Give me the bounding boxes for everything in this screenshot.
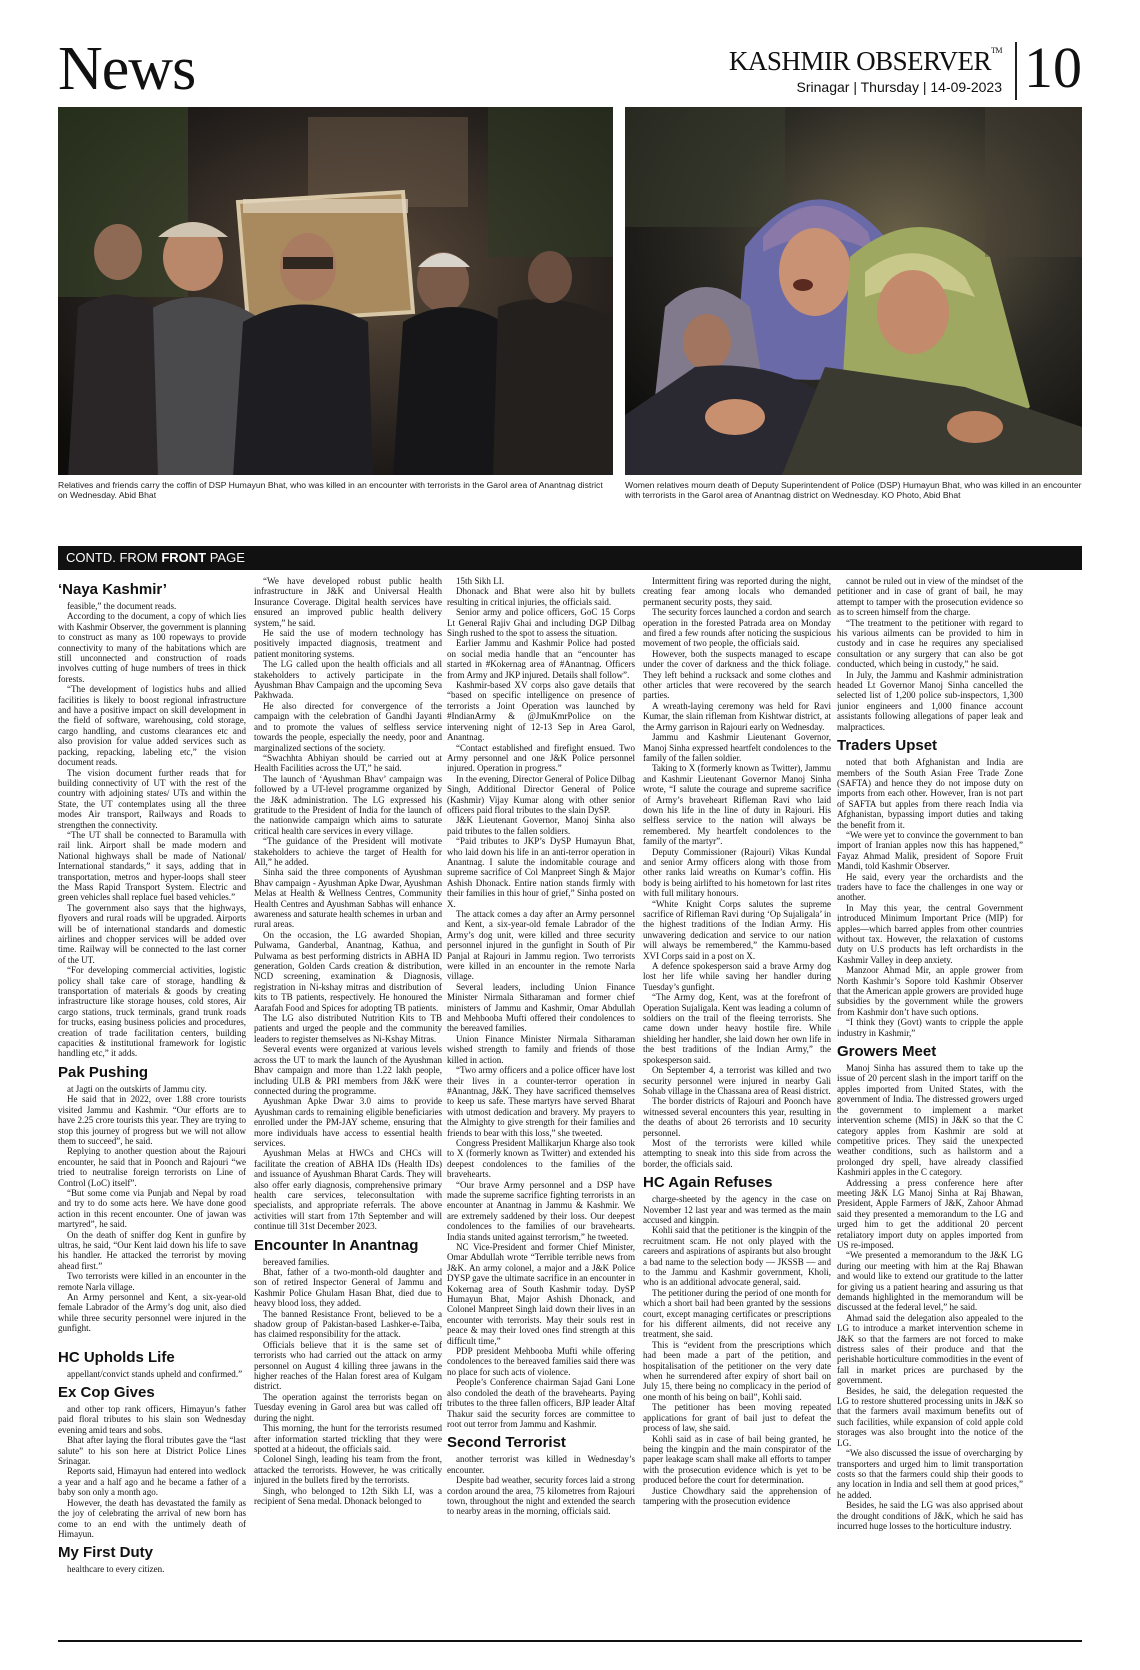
paragraph: Several leaders, including Union Finance Minister Nirmala Sitharaman and former chief ministers of Jammu and Kashmir, Omar Abdullah and Mehbooba Mufti offered their condolences to the bereaved families. — [447, 981, 635, 1034]
paragraph: This morning, the hunt for the terrorists resumed after information started trickling that they were spotted at a hideout, the officials said. — [254, 1423, 442, 1454]
paragraph: “The development of logistics hubs and allied facilities is likely to boost regional infrastructure and have a positive impact on skill development in the field of software, warehousing, cold storage, cargo handling, and customs clearances etc and also provision for value added services such as packing, repacking, labeling etc,” the vision document reads. — [58, 684, 246, 768]
paragraph: feasible,” the document reads. — [67, 601, 177, 611]
story-headline: Second Terrorist — [447, 1434, 566, 1452]
paragraph: Taking to X (formerly known as Twitter), Jammu and Kashmir Lieutenant Governor Manoj Sinha wrote, “I salute the courage and supreme sacrifice of Army’s braveheart Rifleman Ravi who laid down his life in the line of duty in Rajouri. His selfless service to the nation will always be remembered. My heartfelt condolences to the family of the martyr”. — [643, 763, 831, 847]
paragraph: J&K Lieutenant Governor, Manoj Sinha also paid tributes to the fallen soldiers. — [447, 815, 635, 836]
paragraph: “White Knight Corps salutes the supreme sacrifice of Rifleman Ravi during ‘Op Sujaligala’ in the highest traditions of the Indian Army. His unwavering dedication and service to our nation will always be remembered,” the Kammu-based XVI Corps said in a post on X. — [643, 898, 831, 961]
paragraph: Manoj Sinha has assured them to take up the issue of 20 percent slash in the import tariff on the apples imported from United States, with the government of India. The distressed growers urged the government to implement a market intervention scheme (MIS) in J&K so that the C category apples from Kashmir are sold at competitive prices. They said the unexpected weather conditions, such as hailstorm and a prolonged dry spell, have already classified Kashmiri apples in the C category. — [837, 1063, 1023, 1178]
contd-banner-bold: FRONT — [161, 550, 207, 565]
paragraph: “Our brave Army personnel and a DSP have made the supreme sacrifice fighting terrorists in an encounter at Anantnag in Jammu & Kashmir. We are extremely saddened by their loss. Our deepest condolences to the families of our bravehearts. India stands united against terrorism,” he tweeted. — [447, 1179, 635, 1242]
paragraph: Several events were organized at various levels across the UT to mark the launch of the Ayushman Bhav campaign and more than 1.22 lakh people, including ULB & PRI members from J&K were connected during the programme. — [254, 1044, 442, 1096]
paragraph: The LG also distributed Nutrition Kits to TB patients and urged the people and the community leaders to register themselves as Ni-Kshay Mitras. — [254, 1013, 442, 1044]
paragraph: “Paid tributes to JKP’s DySP Humayun Bhat, who laid down his life in an anti-terror operation in Anantnag. I salute the indomitable courage and supreme sacrifice of Col Manpreet Singh & Major Ashish Dhonack. Entire nation stands firmly with their families in this hour of grief,” Sinha posted on X. — [447, 836, 635, 909]
paragraph: “We also discussed the issue of overcharging by transporters and urged him to limit transportation costs so that the farmers could ship their goods to any location in India and sell them at good prices,” he added. — [837, 1448, 1023, 1500]
photo-caption-left: Relatives and friends carry the coffin of DSP Humayun Bhat, who was killed in an encounter with terrorists in the Garol area of Anantnag district on Wednesday. Abid Bhat — [58, 480, 603, 500]
paragraph: Senior army and police officers, GoC 15 Corps Lt General Rajiv Ghai and including DGP Dilbag Singh rushed to the spot to assess the situation. — [447, 607, 635, 639]
paragraph: Manzoor Ahmad Mir, an apple grower from North Kashmir’s Sopore told Kashmir Observer that the American apple growers are provided huge subsidies by the government while the growers from Kashmir don’t have such options. — [837, 965, 1023, 1017]
paragraph: noted that both Afghanistan and India are members of the South Asian Free Trade Zone (SAFTA) and hence they do not impose duty on imports from each other. However, Iran is not part of SAFTA but apples from there reach India via Afghanistan, bypassing import duties and taking the benefit from it. — [837, 757, 1023, 830]
paragraph: He also directed for convergence of the campaign with the celebration of Gandhi Jayanti and to promote the values of selfless service towards the people, especially the needy, poor and marginalized sections of the society. — [254, 700, 442, 753]
article-column-4 — [643, 576, 831, 1636]
coffin-procession-image — [58, 107, 613, 475]
story-headline: Pak Pushing — [58, 1063, 149, 1081]
paragraph: Union Finance Minister Nirmala Sitharaman wished strength to family and friends of those killed in action. — [447, 1033, 635, 1065]
story-headline: HC Again Refuses — [643, 1174, 773, 1192]
paragraph: A defence spokesperson said a brave Army dog lost her life while saving her handler during Tuesday’s gunfight. — [643, 961, 831, 992]
paragraph: Replying to another question about the Rajouri encounter, he said that in Poonch and Rajouri “we tried to neutralise foreign terrorists on Line of Control (LoC) itself”. — [58, 1146, 246, 1188]
paragraph: Bhat after laying the floral tributes gave the “last salute” to his son here at District Police Lines Srinagar. — [58, 1435, 246, 1467]
story-headline: Ex Cop Gives — [58, 1384, 155, 1402]
paragraph: People’s Conference chairman Sajad Gani Lone also condoled the death of the bravehearts. Paying tributes to the three fallen officers, BJP leader Altaf Thakur said the security forces are committee to root out terror from Jammu and Kashmir. — [447, 1377, 635, 1429]
paragraph: “Swachhta Abhiyan should be carried out at Health Facilities across the UT,” he said. — [254, 752, 442, 774]
paragraph: 15th Sikh LI. — [456, 576, 504, 586]
paragraph: Addressing a press conference here after meeting J&K LG Manoj Sinha at Raj Bhawan, President, Apple Farmers of J&K, Zahoor Ahmad said they presented a memorandum to the LG and urged him to get the additional 20 percent retaliatory import duty on apples imported from US re-imposed. — [837, 1177, 1023, 1250]
paragraph: The attack comes a day after an Army personnel and Kent, a six-year-old female Labrador of the Army’s dog unit, were killed and three security personnel injured in the gunfight in South of Pir Panjal at Rajouri in Jammu region. Two terrorists were killed in an encounter in the remote Narla village. — [447, 909, 635, 982]
paragraph: The operation against the terrorists began on Tuesday evening in Garol area but was called off during the night. — [254, 1391, 442, 1423]
paragraph: However, both the suspects managed to escape under the cover of darkness and the thick foliage. They left behind a rucksack and some clothes and other articles that were recovered by the search parties. — [643, 648, 831, 701]
paragraph: The LG called upon the health officials and all stakeholders to actively participate in the Ayushman Bhav Campaign and the upcoming Seva Pakhwada. — [254, 659, 442, 701]
paragraph: appellant/convict stands upheld and confirmed.” — [67, 1368, 243, 1379]
paragraph: “I think they (Govt) wants to cripple the apple industry in Kashmir,” — [837, 1017, 1023, 1038]
paragraph: PDP president Mehbooba Mufti while offering condolences to the bereaved families said there was no place for such acts of violence. — [447, 1346, 635, 1377]
paragraph: Ayushman Melas at HWCs and CHCs will facilitate the creation of ABHA IDs (Health IDs) and issuance of Ayushman Bharat Cards. They will also offer early diagnosis, comprehensive primary health care services, teleconsultation with specialists, and appropriate referrals. The above activities will start from 17th September and will continue till 31st December 2023. — [254, 1148, 442, 1232]
edition-meta: Srinagar | Thursday | 14-09-2023 — [796, 79, 1002, 95]
paragraph: The security forces launched a cordon and search operation in the forested Patrada area on Monday and fired a few rounds after noticing the suspicious movement of two people, the officials said. — [643, 607, 831, 649]
paragraph: He said the use of modern technology has positively impacted diagnosis, treatment and patient monitoring systems. — [254, 628, 442, 659]
paragraph: “The UT shall be connected to Baramulla with rail link. Airport shall be made modern and National highways shall be made of National/ International standards,” it says, adding that in transportation, metros and hyper-loops shall steer the Mass Rapid Transport System. Electric and green vehicles shall replace fuel based vehicles.” — [58, 829, 246, 903]
paragraph: In July, the Jammu and Kashmir administration headed Lt Governor Manoj Sinha cancelled the selected list of 1,200 police sub-inspectors, 1,300 junior engineers and 1,000 finance account assistants following allegations of paper leak and malpractices. — [837, 669, 1023, 732]
paragraph: “But some come via Punjab and Nepal by road and try to do some acts here. We have done good action in this recent encounter. One of jawan was martyred”, he said. — [58, 1187, 246, 1230]
paragraph: at Jagti on the outskirts of Jammu city. — [67, 1083, 207, 1094]
paragraph: The vision document further reads that for building connectivity of UT with the rest of the country with adjoining states/ UTs and within the State, the UT contemplates using all the three modes Air transport, Railways and Roads to strengthen the connectivity. — [58, 767, 246, 830]
paragraph: Congress President Mallikarjun Kharge also took to X (formerly known as Twitter) and extended his deepest condolences to the families of the bravehearts. — [447, 1137, 635, 1180]
header-divider — [1015, 42, 1017, 100]
paragraph: Deputy Commissioner (Rajouri) Vikas Kundal and senior Army officers along with those from other ranks laid wreaths on Kumar’s coffin. His body is being airlifted to his hometown for last rites with full military honours. — [643, 846, 831, 899]
paragraph: Two terrorists were killed in an encounter in the remote Narla village. — [58, 1271, 246, 1292]
paragraph: “Two army officers and a police officer have lost their lives in a counter-terror operation in #Anantnag, J&K. They have sacrificed themselves to keep us safe. These martyrs have served Bharat with utmost dedication and bravery. My prayers to the Almighty to give strength for their families and friends to bear with this loss,” she tweeted. — [447, 1065, 635, 1138]
paragraph: The petitioner during the period of one month for which a short bail had been granted by the sessions court, except managing certificates or prescriptions for his different ailments, did not receive any treatment, she said. — [643, 1287, 831, 1340]
page-number: 10 — [1024, 35, 1082, 100]
page-header — [58, 35, 1082, 104]
story-headline: Growers Meet — [837, 1043, 937, 1061]
paragraph: A wreath-laying ceremony was held for Ravi Kumar, the slain rifleman from Kishtwar district, at the Army garrison in Rajouri early on Wednesday. — [643, 700, 831, 732]
paragraph: Officials believe that it is the same set of terrorists who had carried out the attack on army personnel on August 4 killing three jawans in the higher reaches of the Halan forest area of Kulgam district. — [254, 1339, 442, 1392]
paragraph: Singh, who belonged to 12th Sikh LI, was a recipient of Sena medal. Dhonack belonged to — [254, 1485, 442, 1506]
paragraph: and other top rank officers, Himayun’s father paid floral tributes to his slain son Wednesday evening amid tears and sobs. — [58, 1404, 246, 1435]
paragraph: In May this year, the central Government introduced Minimum Important Price (MIP) for apples—which barred apples from other countries without tax. However, the relaxation of customs duty on U.S products has left orchardists in the Kashmir Valley in deep anxiety. — [837, 902, 1023, 965]
paragraph: “Contact established and firefight ensued. Two Army personnel and one J&K Police personnel injured. Operation in progress.” — [447, 742, 635, 774]
contd-banner — [58, 546, 1082, 570]
masthead — [729, 46, 1002, 77]
paragraph: Kohli said as in case of bail being granted, he being the kingpin and the main conspirator of the paper leakage scam shall make all efforts to tamper with the prosecution evidence which is yet to be produced before the court for determination. — [643, 1433, 831, 1486]
paragraph: “We presented a memorandum to the J&K LG during our meeting with him at the Raj Bhawan and would like to extend our gratitude to the latter for giving us a patient hearing and assuring us that demands highlighted in the memorandum will be discussed at the federal level,” he said. — [837, 1250, 1023, 1313]
paragraph: Most of the terrorists were killed while attempting to sneak into this side from across the border, the officials said. — [643, 1137, 831, 1169]
story-headline: Encounter In Anantnag — [254, 1236, 419, 1254]
paragraph: An Army personnel and Kent, a six-year-old female Labrador of the Army’s dog unit, also died while three security personnel were injured in the gunfight. — [58, 1292, 246, 1334]
paragraph: Reports said, Himayun had entered into wedlock a year and a half ago and he became a father of a baby son only a month ago. — [58, 1466, 246, 1498]
paragraph: bereaved families. — [263, 1256, 330, 1267]
paragraph: This is “evident from the prescriptions which had been made a part of the petition, and hospitalisation of the petitioner on the very date when he surrendered after expiry of short bail on July 15, there being no complicacy in the period of one month of his being on bail”, Kohli said. — [643, 1339, 831, 1402]
paragraph: Besides, he said the LG was also apprised about the drought conditions of J&K, which he said has incurred huge losses to the horticulture industry. — [837, 1500, 1023, 1531]
section-title: News — [58, 35, 196, 103]
paragraph: Despite bad weather, security forces laid a strong cordon around the area, 75 kilometres from Rajouri town, throughout the night and extended the search to nearby areas in the morning, officials said. — [447, 1475, 635, 1517]
paragraph: Besides, he said, the delegation requested the LG to restore shuttered processing units in J&K so that the farmers avail maximum benefits out of such facilities, while expansion of cold apple cold storages was also brought into the notice of the LG. — [837, 1385, 1023, 1448]
article-column-1 — [58, 576, 246, 1636]
paragraph: The border districts of Rajouri and Poonch have witnessed several encounters this year, resulting in the deaths of about 26 terrorists and 10 security personnel. — [643, 1096, 831, 1138]
paragraph: Bhat, father of a two-month-old daughter and son of retired Inspector General of Jammu and Kashmir Police Ghulam Hasan Bhat, died due to heavy blood loss, they added. — [254, 1267, 442, 1309]
paragraph: The government also says that the highways, flyovers and rural roads will be upgraded. Airports will be of international standards and domestic airlines and chopper services will be added over time. Railway will be connected to the last corner of the UT. — [58, 902, 246, 965]
paragraph: The banned Resistance Front, believed to be a shadow group of Pakistan-based Lashker-e-Taiba, has claimed responsibility for the attack. — [254, 1308, 442, 1340]
article-column-5 — [837, 576, 1023, 1636]
paragraph: In the evening, Director General of Police Dilbag Singh, Additional Director General of Police (Kashmir) Vijay Kumar along with other senior officers paid floral tributes to the slain DySP. — [447, 773, 635, 815]
story-headline: My First Duty — [58, 1544, 154, 1562]
contd-banner-prefix: CONTD. FROM — [66, 550, 162, 565]
paragraph: Intermittent firing was reported during the night, creating fear among locals who demanded permanent security posts, they said. — [643, 576, 831, 607]
paragraph: NC Vice-President and former Chief Minister, Omar Abdullah wrote “Terrible terrible news from J&K. An army colonel, a major and a J&K Police DYSP gave the ultimate sacrifice in an encounter in Kokernag area of South Kashmir today. DySP Humayun Bhat, Major Ashish Dhonack, and Colonel Manpreet Singh laid down their lives in an encounter with terrorists. May their souls rest in peace & may their loved ones find strength at this difficult time,” — [447, 1242, 635, 1346]
women-mourning-image — [625, 107, 1082, 475]
paragraph: Sinha said the three components of Ayushman Bhav campaign - Ayushman Apke Dwar, Ayushman Melas at Health & Wellness Centres, Community Health Centres and Ayushman Sabhas will enhance awareness and saturate health schemes in urban and rural areas. — [254, 867, 442, 930]
paragraph: Colonel Singh, leading his team from the front, attacked the terrorists. However, he was critically injured in the bullets fired by the terrorists. — [254, 1454, 442, 1486]
photo-caption-right: Women relatives mourn death of Deputy Superintendent of Police (DSP) Humayun Bhat, who was killed in an encounter with terrorists in the Garol area of Anantnag district on Wednesday. KO Photo, Abid Bhat — [625, 480, 1082, 500]
masthead-name: KASHMIR OBSERVER — [728, 46, 991, 76]
paragraph: Kohli said that the petitioner is the kingpin of the recruitment scam. He not only played with the careers and aspirations of aspirants but also brought a bad name to the selection body — JKSSB — and to the Jammu and Kashmir government, Kholi, who is an additional advocate general, said. — [643, 1225, 831, 1288]
paragraph: On September 4, a terrorist was killed and two security personnel were injured in nearby Gali Sohab village in the Chassana area of Reasi district. — [643, 1065, 831, 1096]
photo-coffin-procession — [58, 107, 613, 475]
paragraph: another terrorist was killed in Wednesday’s encounter. — [447, 1454, 635, 1475]
story-headline: HC Upholds Life — [58, 1348, 175, 1366]
paragraph: He said, every year the orchardists and the traders have to face the challenges in one way or another. — [837, 871, 1023, 903]
paragraph: “The Army dog, Kent, was at the forefront of Operation Sujaligala. Kent was leading a column of soldiers on the trail of the fleeing terrorists. She came down under heavy hostile fire. While shielding her handler, she laid down her own life in the best traditions of the Indian Army,” the spokesperson said. — [643, 992, 831, 1065]
paragraph: Kashmir-based XV corps also gave details that “based on specific intelligence on presence of terrorists a Joint Operation was launched by #IndianArmy & @JmuKmrPolice on the intervening night of 12-13 Sep in Area Garol, Anantnag. — [447, 680, 635, 743]
paragraph: On the occasion, the LG awarded Shopian, Pulwama, Ganderbal, Anantnag, Kathua, and Pulwama as best performing districts in ABHA ID generation, Golden Cards creation & distribution, NCD screening, examination & Diagnosis, registration in Ni-kshay mitras and distribution of kits to TB patients, respectively. He honoured the Aarafah Food and Spices for adopting TB patients. — [254, 929, 442, 1013]
paragraph: “For developing commercial activities, logistic policy shall take care of storage, handling & transportation of materials & goods by creating infrastructure like storage houses, cold stores, Air cargo stations, truck terminals, grand trunk roads for trucks, easing business policies and procedures, creation of trade facilitation centers, building capacities & institutional framework for logistic handling etc,” it adds. — [58, 965, 246, 1059]
paragraph: charge-sheeted by the agency in the case on November 12 last year and was termed as the main accused and kingpin. — [643, 1194, 831, 1225]
story-headline: ‘Naya Kashmir’ — [58, 581, 167, 598]
paragraph: Jammu and Kashmir Lieutenant Governor, Manoj Sinha expressed heartfelt condolences to the family of the fallen soldier. — [643, 732, 831, 763]
bottom-rule — [58, 1640, 1082, 1642]
trademark-mark: TM — [991, 46, 1002, 55]
paragraph: “We were yet to convince the government to ban import of Iranian apples now this has happened,” Fayaz Ahmad Malik, president of Sopore Fruit Mandi, told Kashmir Observer. — [837, 829, 1023, 872]
paragraph: The launch of ‘Ayushman Bhav’ campaign was followed by a UT-level programme organized by the J&K administration. The LG expressed his gratitude to the President of India for the launch of the nationwide campaign which aims to saturate critical health care services in every village. — [254, 773, 442, 836]
photo-women-mourning — [625, 107, 1082, 475]
story-headline: Traders Upset — [837, 737, 938, 755]
paragraph: cannot be ruled out in view of the mindset of the petitioner and in case of grant of bail, he may attempt to tamper with the prosecution evidence so as to screen himself from the charge. — [837, 576, 1023, 618]
paragraph: “We have developed robust public health infrastructure in J&K and Universal Health Insurance Coverage. Digital health services have ensured an improved public health delivery system,” he said. — [254, 576, 442, 628]
contd-banner-suffix: PAGE — [206, 550, 245, 565]
paragraph: Earlier Jammu and Kashmir Police had posted on social media handle that an “encounter has started in #Kokernag area of #Anantnag. Officers from Army and JKP injured. Details shall follow”. — [447, 638, 635, 680]
paragraph: He said that in 2022, over 1.88 crore tourists visited Jammu and Kashmir. “Our efforts are to have 2.25 crore tourists this year. They are trying to stop this journey of progress but we will not allow them to succeed”, he said. — [58, 1094, 246, 1146]
paragraph: Ayushman Apke Dwar 3.0 aims to provide Ayushman cards to remaining eligible beneficiaries enrolled under the PM-JAY scheme, ensuring that more individuals have access to essential health services. — [254, 1096, 442, 1148]
paragraph: According to the document, a copy of which lies with Kashmir Observer, the government is planning to construct as many as 100 ropeways to provide connectivity to many of the habitations which are still unconnected and construction of roads involves cutting of huge numbers of trees in thick forests. — [58, 611, 246, 684]
paragraph: Justice Chowdhary said the apprehension of tampering with the prosecution evidence — [643, 1485, 831, 1506]
paragraph: “The treatment to the petitioner with regard to his various ailments can be provided to him in custody and in case he requires any specialised consultation or any surgery that can also be got conducted, which being in custody,” he said. — [837, 617, 1023, 670]
paragraph: healthcare to every citizen. — [67, 1564, 165, 1575]
paragraph: Ahmad said the delegation also appealed to the LG to introduce a market intervention scheme in J&K so that the farmers are not forced to make distress sales of their produce and that the perishable horticulture commodities in the event of fall in market prices are purchased by the government. — [837, 1312, 1023, 1386]
paragraph: Dhonack and Bhat were also hit by bullets resulting in critical injuries, the officials said. — [447, 586, 635, 607]
paragraph: “The guidance of the President will motivate stakeholders to achieve the target of Health for All,” he added. — [254, 836, 442, 867]
article-column-2 — [254, 576, 442, 1636]
paragraph: On the death of sniffer dog Kent in gunfire by ultras, he said, “Our Kent laid down his life to save his handler. He attacked the terrorist by moving ahead first.” — [58, 1229, 246, 1271]
paragraph: However, the death has devastated the family as the joy of celebrating the arrival of new born has come to an end with the untimely death of Himayun. — [58, 1497, 246, 1539]
article-column-3 — [447, 576, 635, 1636]
paragraph: The petitioner has been moving repeated applications for grant of bail just to defeat the process of law, she said. — [643, 1402, 831, 1434]
